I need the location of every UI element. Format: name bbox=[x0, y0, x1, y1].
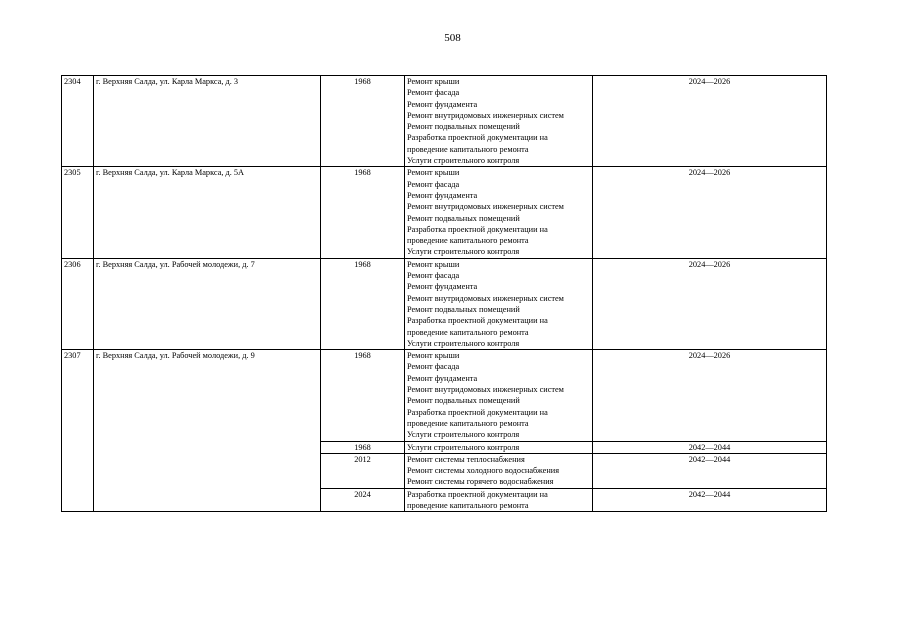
table-body bbox=[62, 76, 827, 512]
entry-period: 2024—2026 bbox=[593, 167, 827, 258]
work-item: проведение капитального ремонта bbox=[407, 236, 529, 246]
work-item: Ремонт крыши bbox=[407, 77, 460, 86]
work-item: проведение капитального ремонта bbox=[407, 500, 529, 510]
object-address: г. Верхняя Салда, ул. Карла Маркса, д. 3 bbox=[94, 76, 321, 167]
object-number: 2305 bbox=[62, 167, 94, 258]
object-number: 2306 bbox=[62, 258, 94, 349]
object-number: 2304 bbox=[62, 76, 94, 167]
work-item: Разработка проектной документации на bbox=[407, 407, 548, 417]
work-item: Ремонт фасада bbox=[407, 179, 460, 189]
entry-works bbox=[405, 453, 593, 488]
work-item: Ремонт фасада bbox=[407, 362, 460, 372]
work-item: Ремонт фундамента bbox=[407, 190, 478, 200]
entry-works bbox=[405, 350, 593, 441]
table-row bbox=[62, 258, 827, 349]
work-item: Услуги строительного контроля bbox=[407, 430, 520, 440]
work-item: Разработка проектной документации на bbox=[407, 224, 548, 234]
work-item: проведение капитального ремонта bbox=[407, 418, 529, 428]
entry-period: 2042—2044 bbox=[593, 441, 827, 453]
entry-period: 2024—2026 bbox=[593, 350, 827, 441]
work-item: Разработка проектной документации на bbox=[407, 133, 548, 143]
table-row bbox=[62, 167, 827, 258]
work-item: Услуги строительного контроля bbox=[407, 338, 520, 348]
entry-period: 2024—2026 bbox=[593, 258, 827, 349]
work-item: Ремонт системы холодного водоснабжения bbox=[407, 466, 560, 476]
entry-works bbox=[405, 441, 593, 453]
work-item: Ремонт фундамента bbox=[407, 282, 478, 292]
page-number: 508 bbox=[444, 32, 461, 44]
work-item: Ремонт подвальных помещений bbox=[407, 213, 520, 223]
work-item: Ремонт внутридомовых инженерных систем bbox=[407, 385, 564, 395]
work-item: Ремонт фасада bbox=[407, 271, 460, 281]
work-item: Разработка проектной документации на bbox=[407, 316, 548, 326]
work-item: Ремонт внутридомовых инженерных систем bbox=[407, 293, 564, 303]
entry-period: 2042—2044 bbox=[593, 488, 827, 512]
object-number: 2307 bbox=[62, 350, 94, 512]
capital-repair-table bbox=[61, 75, 827, 512]
work-item: Ремонт фасада bbox=[407, 88, 460, 98]
entry-period: 2042—2044 bbox=[593, 453, 827, 488]
entry-year: 1968 bbox=[321, 76, 405, 167]
work-item: Ремонт системы теплоснабжения bbox=[407, 454, 525, 464]
work-item: Ремонт подвальных помещений bbox=[407, 122, 520, 132]
entry-year: 1968 bbox=[321, 167, 405, 258]
object-address: г. Верхняя Салда, ул. Карла Маркса, д. 5А bbox=[94, 167, 321, 258]
work-item: проведение капитального ремонта bbox=[407, 327, 529, 337]
entry-year: 2024 bbox=[321, 488, 405, 512]
entry-works bbox=[405, 167, 593, 258]
work-item: Ремонт системы горячего водоснабжения bbox=[407, 477, 554, 487]
entry-period: 2024—2026 bbox=[593, 76, 827, 167]
work-item: Ремонт подвальных помещений bbox=[407, 304, 520, 314]
work-item: Ремонт крыши bbox=[407, 259, 460, 269]
work-item: Ремонт фундамента bbox=[407, 373, 478, 383]
work-item: Услуги строительного контроля bbox=[407, 247, 520, 257]
work-item: проведение капитального ремонта bbox=[407, 144, 529, 154]
entry-works bbox=[405, 258, 593, 349]
entry-year: 1968 bbox=[321, 258, 405, 349]
work-item: Ремонт крыши bbox=[407, 168, 460, 178]
work-item: Разработка проектной документации на bbox=[407, 489, 548, 499]
entry-works bbox=[405, 488, 593, 512]
entry-year: 2012 bbox=[321, 453, 405, 488]
entry-year: 1968 bbox=[321, 441, 405, 453]
table-row bbox=[62, 350, 827, 441]
work-item: Ремонт фундамента bbox=[407, 99, 478, 109]
work-item: Ремонт внутридомовых инженерных систем bbox=[407, 202, 564, 212]
entry-works bbox=[405, 76, 593, 167]
work-item: Ремонт крыши bbox=[407, 351, 460, 361]
entry-year: 1968 bbox=[321, 350, 405, 441]
table-row bbox=[62, 76, 827, 167]
work-item: Ремонт подвальных помещений bbox=[407, 396, 520, 406]
work-item: Услуги строительного контроля bbox=[407, 442, 520, 452]
object-address: г. Верхняя Салда, ул. Рабочей молодежи, д. 7 bbox=[94, 258, 321, 349]
work-item: Услуги строительного контроля bbox=[407, 156, 520, 166]
object-address: г. Верхняя Салда, ул. Рабочей молодежи, д. 9 bbox=[94, 350, 321, 512]
work-item: Ремонт внутридомовых инженерных систем bbox=[407, 110, 564, 120]
